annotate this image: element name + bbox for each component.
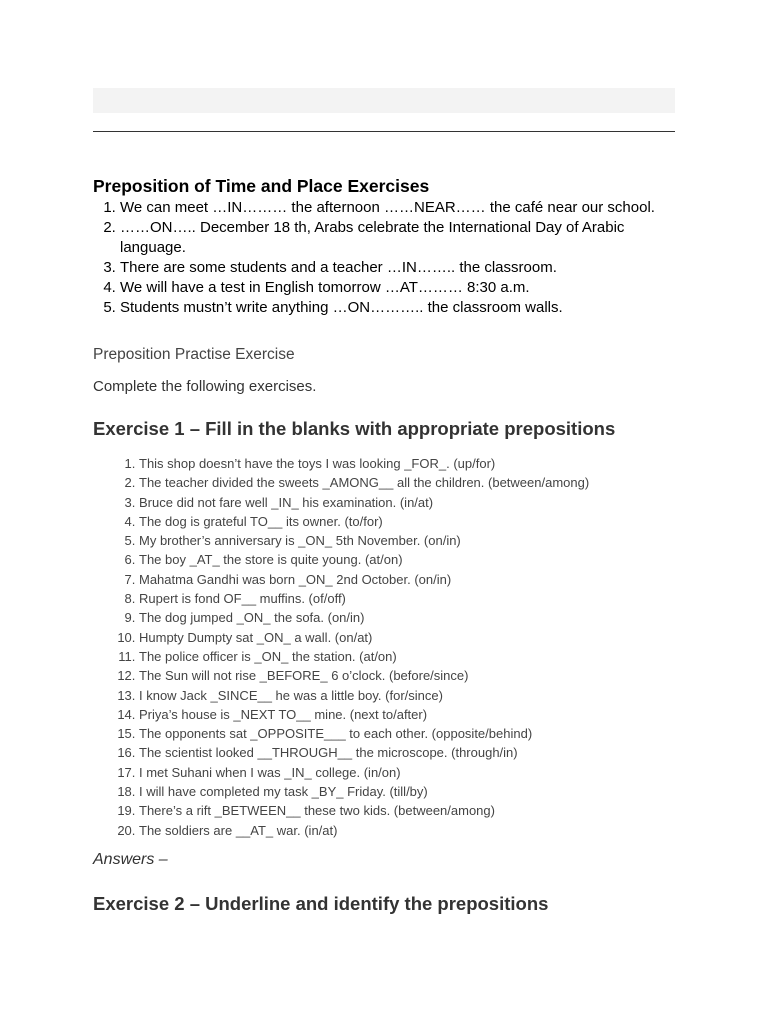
header-placeholder-bar xyxy=(93,88,675,113)
list-item: 13. I know Jack _SINCE__ he was a little boy. (for/since) xyxy=(139,686,699,705)
list-item: 8. Rupert is fond OF__ muffins. (of/off) xyxy=(139,589,699,608)
answers-label: Answers – xyxy=(93,851,168,868)
list-item: 1. This shop doesn’t have the toys I was looking _FOR_. (up/for) xyxy=(139,454,699,473)
practise-intro: Complete the following exercises. xyxy=(93,378,317,395)
list-item: 19. There’s a rift _BETWEEN__ these two kids. (between/among) xyxy=(139,801,699,820)
list-item: 10. Humpty Dumpty sat _ON_ a wall. (on/at) xyxy=(139,628,699,647)
list-item: 4. The dog is grateful TO__ its owner. (to/for) xyxy=(139,512,699,531)
list-item: 3. There are some students and a teacher …IN…….. the classroom. xyxy=(120,258,680,278)
list-item: 3. Bruce did not fare well _IN_ his examination. (in/at) xyxy=(139,493,699,512)
list-item: 18. I will have completed my task _BY_ Friday. (till/by) xyxy=(139,782,699,801)
section-exercise-list xyxy=(93,198,680,318)
list-item: 2. ……ON….. December 18 th, Arabs celebrate the International Day of Arabic language. xyxy=(120,218,680,258)
list-item: 20. The soldiers are __AT_ war. (in/at) xyxy=(139,821,699,840)
list-item: 6. The boy _AT_ the store is quite young. (at/on) xyxy=(139,550,699,569)
list-item: 1. We can meet …IN……… the afternoon ……NEAR…… the café near our school. xyxy=(120,198,680,218)
list-item: 9. The dog jumped _ON_ the sofa. (on/in) xyxy=(139,608,699,627)
exercise2-title: Exercise 2 – Underline and identify the prepositions xyxy=(93,893,549,914)
practise-heading: Preposition Practise Exercise xyxy=(93,346,295,363)
section-title: Preposition of Time and Place Exercises xyxy=(93,176,430,196)
exercise1-list xyxy=(93,454,699,840)
list-item: 4. We will have a test in English tomorrow …AT……… 8:30 a.m. xyxy=(120,278,680,298)
list-item: 12. The Sun will not rise _BEFORE_ 6 o’clock. (before/since) xyxy=(139,666,699,685)
list-item: 17. I met Suhani when I was _IN_ college. (in/on) xyxy=(139,763,699,782)
list-item: 2. The teacher divided the sweets _AMONG__ all the children. (between/among) xyxy=(139,473,699,492)
exercise1-title: Exercise 1 – Fill in the blanks with appropriate prepositions xyxy=(93,418,616,439)
list-item: 15. The opponents sat _OPPOSITE___ to each other. (opposite/behind) xyxy=(139,724,699,743)
list-item: 11. The police officer is _ON_ the station. (at/on) xyxy=(139,647,699,666)
list-item: 16. The scientist looked __THROUGH__ the microscope. (through/in) xyxy=(139,743,699,762)
list-item: 5. My brother’s anniversary is _ON_ 5th November. (on/in) xyxy=(139,531,699,550)
list-item: 5. Students mustn’t write anything …ON……….. the classroom walls. xyxy=(120,298,680,318)
list-item: 14. Priya’s house is _NEXT TO__ mine. (next to/after) xyxy=(139,705,699,724)
list-item: 7. Mahatma Gandhi was born _ON_ 2nd October. (on/in) xyxy=(139,570,699,589)
horizontal-divider xyxy=(93,131,675,132)
